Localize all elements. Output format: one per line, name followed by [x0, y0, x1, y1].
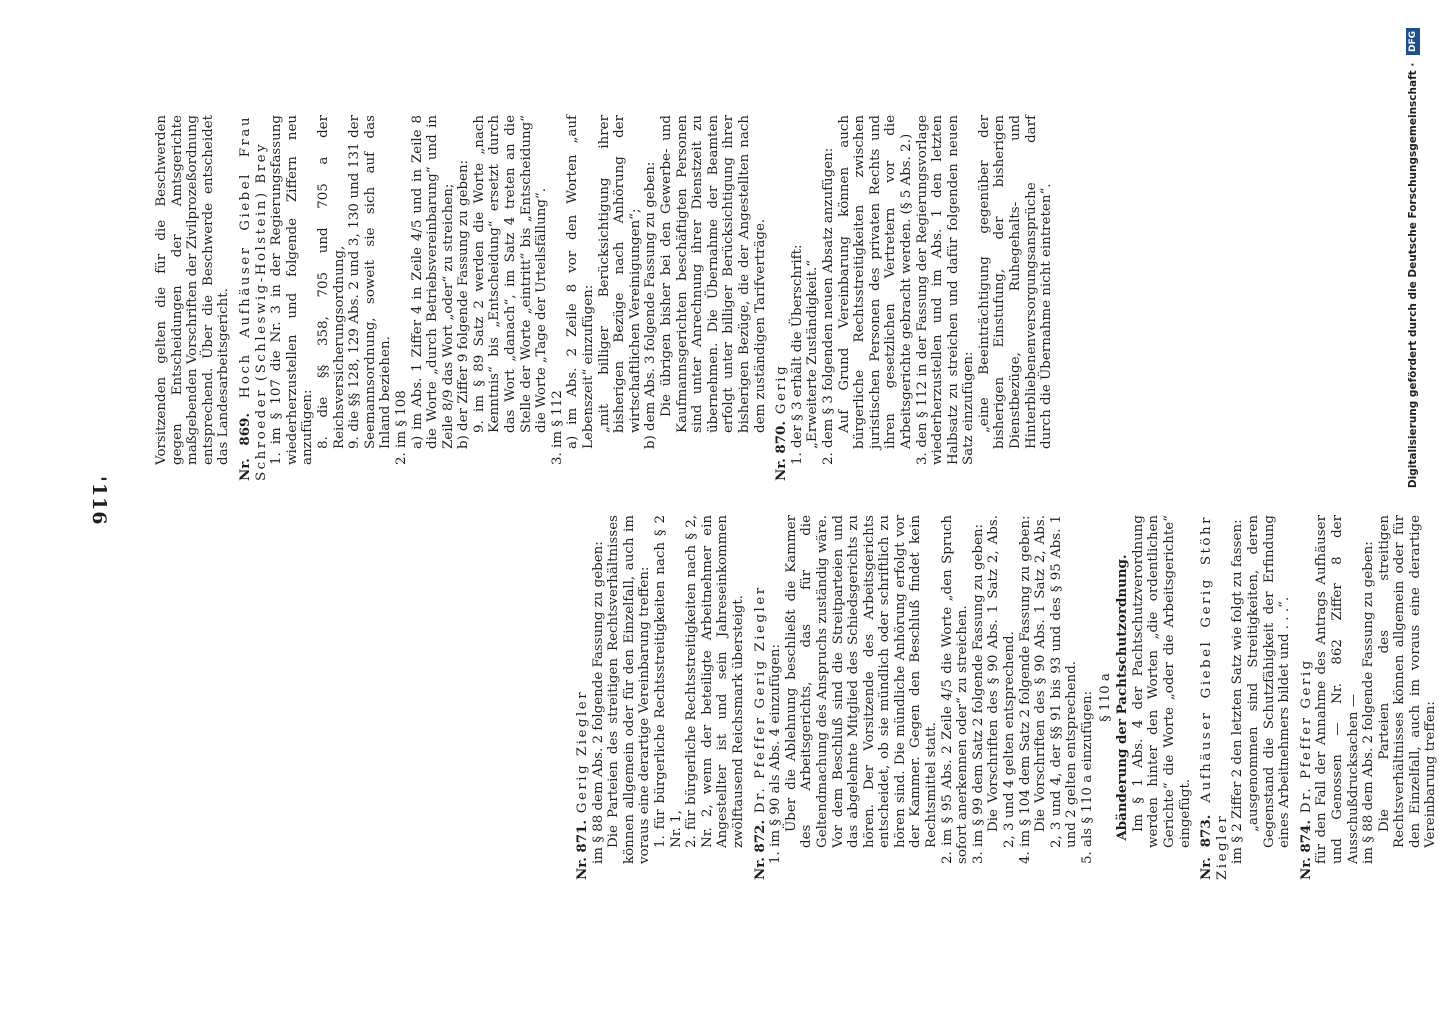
paragraph: 9. im § 89 Satz 2 werden die Worte „nach Kenntnis“ bis „Entscheidung“ ersetzt durch das Wort „danach“, im Satz 4 treten an die Stelle der Worte „eintritt“ bis „Entscheidung“ die Worte „Tage der Urteilsfällung“. [471, 115, 550, 433]
paragraph: „ausgenommen sind Streitigkeiten, deren Gegenstand die Schutzfähigkeit der Erfindung eines Arbeitnehmers bildet und . . .“. [1245, 515, 1293, 848]
motion-sponsors: Dr. Pfeffer Gerig [1298, 658, 1314, 820]
paragraph: 3. den § 112 in der Fassung der Regierungsvorlage wiederherzustellen und im Abs. 1 den letzten Halbsatz zu streichen und dafür folgenden neuen Satz einzufügen: [914, 115, 977, 465]
motion-heading [575, 515, 591, 880]
paragraph: Abänderung der Pachtschutzordnung. [1114, 554, 1131, 841]
motion-sponsors: Dr. Pfeffer Gerig Ziegler [752, 585, 768, 820]
paragraph: Die Vorschriften des § 90 Abs. 1 Satz 2, Abs. 2, 3 und 4 gelten entsprechend. [986, 515, 1018, 848]
paragraph: Über die Ablehnung beschließt die Kammer des Arbeitsgerichts, das für die Geltendmachung des Anspruchs zuständig wäre. Vor dem Beschluß sind die Streitparteien und das abgelehnte Mitglied des Schiedsgerichts zu hören. Der Vorsitzende des Arbeitsgerichts entscheidet, ob sie mündlich oder schriftlich zu hören sind. Die mündliche Anhörung erfolgt vor der Kammer. Gegen den Beschluß findet kein Rechtsmittel statt. [783, 515, 940, 848]
digitization-note-text: Digitalisierung gefördert durch die Deutsche Forschungsgemeinschaft [1407, 70, 1419, 489]
dfg-logo: DFG [1406, 28, 1420, 55]
paragraph: a) im Abs. 1 Ziffer 4 in Zeile 4/5 und in Zeile 8 die Worte „durch Betriebsvereinbarung“ und in Zeile 8/9 das Wort „oder“ zu streichen; [409, 115, 456, 449]
paragraph: 3. im § 112 [549, 390, 565, 465]
motion-heading [1199, 515, 1230, 880]
paragraph: 2. im § 95 Abs. 2 Zeile 4/5 die Worte „den Spruch sofort anerkennen oder“ zu streichen. [939, 515, 971, 864]
paragraph: im § 2 Ziffer 2 den letzten Satz wie folgt zu fassen: [1230, 519, 1246, 864]
paragraph: Die Vorschriften des § 90 Abs. 1 Satz 2, Abs. 2, 3 und 4, der §§ 91 bis 93 und des § 95 Abs. 1 und 2 gelten entsprechend. [1033, 515, 1080, 848]
paragraph: 1. im § 90 als Abs. 4 einzufügen: [768, 643, 784, 864]
motion-number: Nr. 869. [236, 413, 253, 481]
paragraph: 1. der § 3 erhält die Überschrift: [789, 244, 805, 465]
paragraph: 5. als § 110 a einzufügen: [1080, 690, 1095, 864]
motion-heading [238, 115, 269, 481]
paragraph: b) der Ziffer 9 folgende Fassung zu geben: [456, 159, 472, 449]
paragraph: 1. für bürgerliche Rechtsstreitigkeiten nach § 2 Nr. 1, [652, 515, 684, 848]
paragraph: a) im Abs. 2 Zeile 8 vor den Worten „auf Lebenszeit“ einzufügen: [565, 115, 597, 449]
paragraph: im § 88 dem Abs. 2 folgende Fassung zu geben: [590, 541, 606, 864]
paragraph: für den Fall der Annahme des Antrags Aufhäuser und Genossen — Nr. 862 Ziffer 8 der Ausschußdrucksachen — [1314, 515, 1361, 864]
motion-sponsors: Gerig [774, 363, 790, 421]
paragraph: „eine Beeinträchtigung gegenüber der bisherigen Einstufung, der bisherigen Dienstbezüge, Ruhegehalts- und Hinterbliebenenversorgungsansprüche darf durch die Übernahme nicht eintreten“. [976, 115, 1055, 449]
digitization-note: Digitalisierung gefördert durch die Deutsche Forschungsgemeinschaft · DFG [1405, 14, 1421, 1014]
paragraph: b) dem Abs. 3 folgende Fassung zu geben: [643, 161, 659, 449]
motion-number: Nr. 874. [1297, 819, 1314, 880]
motion-heading [774, 115, 790, 481]
motion-sponsors: Gerig Ziegler [575, 689, 590, 820]
paragraph: Im § 1 Abs. 4 der Pachtschutzverordnung werden hinter den Worten „die ordentlichen Gerichte“ die Worte „oder die Arbeitsgerichte“ eingefügt. [1130, 515, 1193, 848]
motion-heading [753, 515, 769, 880]
motion-number: Nr. 873. [1198, 814, 1215, 880]
motion-sponsors: Hoch Aufhäuser Giebel Frau Schroeder (Schleswig-Holstein) Brey [237, 115, 269, 481]
paragraph: im § 88 dem Abs. 2 folgende Fassung zu geben: [1361, 541, 1377, 864]
paragraph: 2. im § 108 [393, 390, 409, 465]
left-column [154, 115, 1055, 481]
paragraph: 2. dem § 3 folgenden neuen Absatz anzufügen: [820, 147, 836, 465]
paragraph: 3. im § 99 dem Satz 2 folgende Fassung zu geben: [970, 523, 986, 864]
paragraph: 2. für bürgerliche Rechtsstreitigkeiten nach § 2, Nr. 2, wenn der beteiligte Arbeitnehmer ein Angestellter ist und sein Jahreseinkommen zwölftausend Reichsmark übersteigt. [684, 515, 746, 848]
paragraph: § 110 a [1097, 673, 1113, 722]
page-number: '116 [88, 476, 110, 526]
paragraph: 8. die §§ 358, 705 und 705 a der Reichsversicherungsordnung, [315, 115, 347, 449]
paragraph: „mit billiger Berücksichtigung ihrer bisherigen Bezüge nach Anhörung der wirtschaftlichen Vereinigungen“; [596, 115, 643, 433]
paragraph: Die Parteien des streitigen Rechtsverhältnisses können allgemein oder für den Einzelfall, auch im voraus eine derartige Vereinbarung treffen: [606, 515, 653, 864]
paragraph: Die Parteien des streitigen Rechtsverhältnisses können allgemein oder für den Einzelfall, auch im voraus eine derartige Vereinbarung treffen: [1376, 515, 1439, 848]
motion-heading [1299, 515, 1315, 880]
motion-number: Nr. 870. [773, 420, 790, 481]
motion-number: Nr. 872. [751, 819, 768, 880]
motion-number: Nr. 871. [574, 819, 590, 880]
paragraph: Vorsitzenden gelten die für die Beschwerden gegen Entscheidungen der Amtsgerichte maßgebenden Vorschriften der Zivilprozeßordnung entsprechend. Über die Beschwerde entscheidet das Landesarbeitsgericht. [154, 115, 232, 465]
paragraph: 9. die §§ 128, 129 Abs. 2 und 3, 130 und 131 der Seemannsordnung, soweit sie sich auf das Inland beziehen. [347, 115, 394, 449]
paragraph: 4. im § 104 dem Satz 2 folgende Fassung zu geben: [1017, 515, 1033, 864]
paragraph: Die übrigen bisher bei den Gewerbe- und Kaufmannsgerichten beschäftigten Personen sind unter Anrechnung ihrer Dienstzeit zu übernehmen. Die Übernahme der Beamten erfolgt unter billiger Berücksichtigung ihrer bisherigen Bezüge, die der Angestellten nach dem zuständigen Tarifverträge. [659, 115, 768, 433]
paragraph: Auf Grund Vereinbarung können auch bürgerliche Rechtsstreitigkeiten zwischen juristischen Personen des privaten Rechts und ihren gesetzlichen Vertretern vor die Arbeitsgerichte gebracht werden. (§ 5 Abs. 2.) [836, 115, 914, 449]
right-column [569, 515, 1439, 880]
motion-sponsors: Aufhäuser Giebel Gerig Stöhr Ziegler [1199, 515, 1230, 880]
paragraph: 1. im § 107 die Nr. 3 in der Regierungsfassung wiederherzustellen und folgende Ziffern neu anzufügen: [269, 115, 316, 465]
paragraph: „Erweiterte Zuständigkeit.“ [805, 259, 821, 449]
